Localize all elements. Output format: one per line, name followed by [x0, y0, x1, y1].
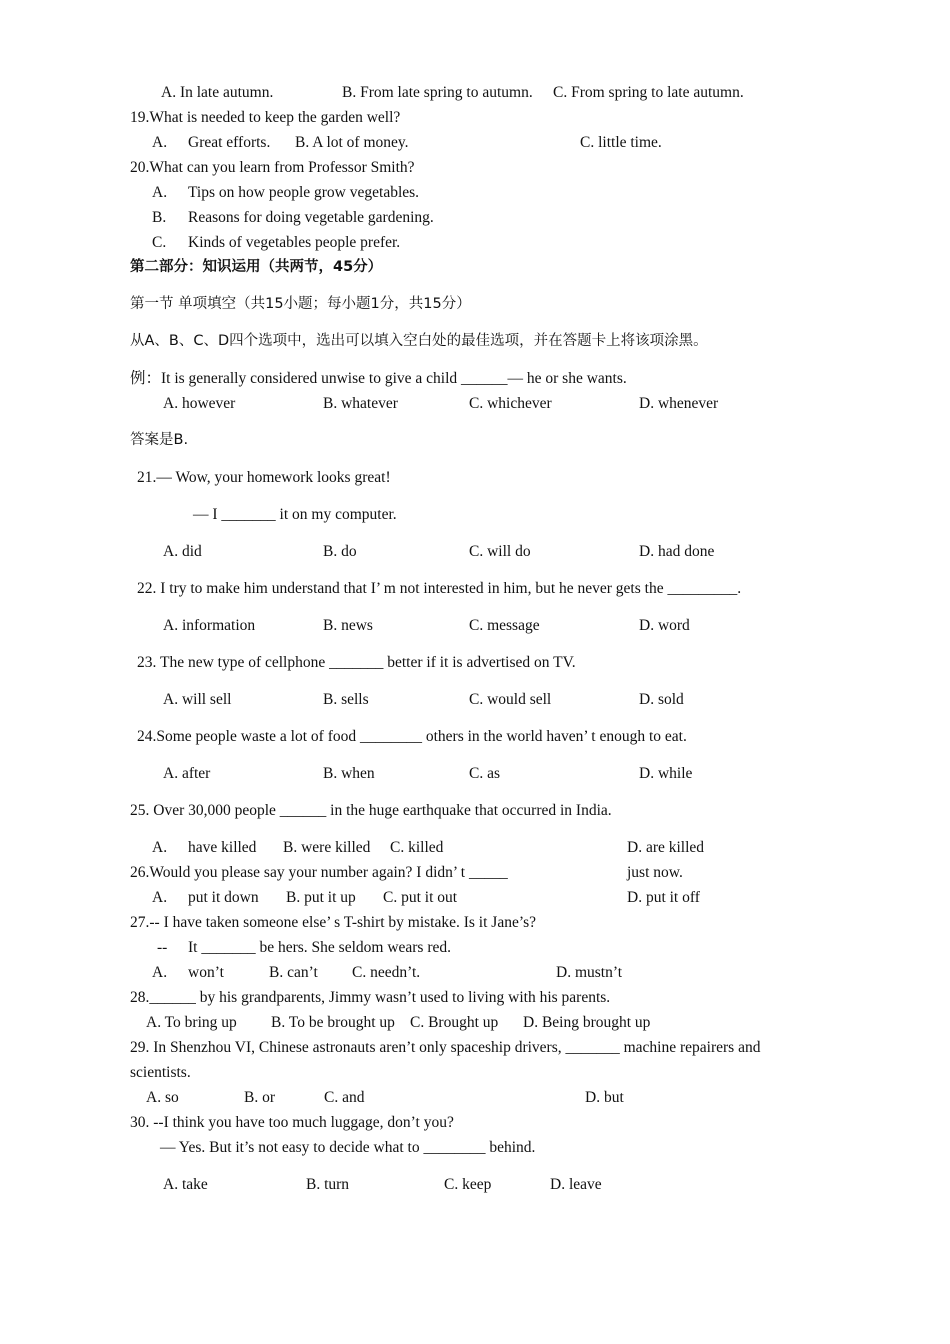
q30-option-b: B. turn	[306, 1176, 350, 1193]
q29-option-a: A. so	[146, 1089, 179, 1106]
q22-option-a: A. information	[163, 617, 256, 634]
q28-stem: 28.______ by his grandparents, Jimmy wasn’t used to living with his parents.	[130, 989, 611, 1006]
q30-stem: 30. --I think you have too much luggage, don’t you?	[130, 1114, 454, 1131]
q28-option-a: A. To bring up	[146, 1014, 237, 1031]
q30-option-c: C. keep	[444, 1176, 492, 1193]
q25-option-c: C. killed	[390, 839, 444, 856]
q19-option-b: B. A lot of money.	[295, 134, 409, 151]
q20-option-b-letter: B.	[152, 209, 167, 226]
q21-option-b: B. do	[323, 543, 357, 560]
q22-option-d: D. word	[639, 617, 690, 634]
q26-option-a-letter: A.	[152, 889, 168, 906]
q27-option-a: won’t	[188, 964, 224, 981]
q26-stem: 26.Would you please say your number again? I didn’ t _____	[130, 864, 508, 881]
q30-option-d: D. leave	[550, 1176, 602, 1193]
q20-option-c-letter: C.	[152, 234, 167, 251]
q29-stem-line2: scientists.	[130, 1064, 191, 1081]
q27-option-a-letter: A.	[152, 964, 168, 981]
q25-option-d: D. are killed	[627, 839, 705, 856]
q21-option-a: A. did	[163, 543, 202, 560]
q19-stem: 19.What is needed to keep the garden well?	[130, 109, 401, 126]
q21-stem: 21.— Wow, your homework looks great!	[137, 469, 391, 486]
example-stem: 例：It is generally considered unwise to give a child ______— he or she wants.	[130, 370, 627, 387]
q20-option-b: Reasons for doing vegetable gardening.	[188, 209, 434, 226]
part2-heading: 第二部分：知识运用（共两节，45分）	[130, 259, 383, 275]
q18-option-a: A. In late autumn.	[161, 84, 274, 101]
q20-option-c: Kinds of vegetables people prefer.	[188, 234, 401, 251]
example-option-a: A. however	[163, 395, 236, 412]
q28-option-d: D. Being brought up	[523, 1014, 651, 1031]
q19-option-c: C. little time.	[580, 134, 662, 151]
q29-option-d: D. but	[585, 1089, 624, 1106]
q23-option-a: A. will sell	[163, 691, 232, 708]
q27-reply: It _______ be hers. She seldom wears red.	[188, 939, 452, 956]
q26-option-a: put it down	[188, 889, 259, 906]
q20-option-a-letter: A.	[152, 184, 168, 201]
q24-option-a: A. after	[163, 765, 211, 782]
q28-option-b: B. To be brought up	[271, 1014, 395, 1031]
q30-option-a: A. take	[163, 1176, 208, 1193]
q26-stem-end: just now.	[627, 864, 683, 881]
q27-option-b: B. can’t	[269, 964, 318, 981]
q27-option-d: D. mustn’t	[556, 964, 623, 981]
q30-reply: — Yes. But it’s not easy to decide what to ________ behind.	[160, 1139, 536, 1156]
q22-stem: 22. I try to make him understand that I’ m not interested in him, but he never gets the _________.	[137, 580, 742, 597]
section1-instruction: 从A、B、C、D四个选项中，选出可以填入空白处的最佳选项，并在答题卡上将该项涂黑。	[130, 333, 708, 349]
section1-heading: 第一节 单项填空（共15小题；每小题1分，共15分）	[130, 296, 471, 312]
q19-option-a-letter: A.	[152, 134, 168, 151]
q27-option-c: C. needn’t.	[352, 964, 421, 981]
q18-option-b: B. From late spring to autumn.	[342, 84, 533, 101]
q22-option-c: C. message	[469, 617, 540, 634]
q23-option-b: B. sells	[323, 691, 369, 708]
q27-stem: 27.-- I have taken someone else’ s T-shirt by mistake. Is it Jane’s?	[130, 914, 537, 931]
q21-option-d: D. had done	[639, 543, 715, 560]
q18-option-c: C. From spring to late autumn.	[553, 84, 744, 101]
q20-option-a: Tips on how people grow vegetables.	[188, 184, 420, 201]
example-option-d: D. whenever	[639, 395, 719, 412]
example-option-c: C. whichever	[469, 395, 552, 412]
q24-option-c: C. as	[469, 765, 500, 782]
q26-option-b: B. put it up	[286, 889, 356, 906]
q24-option-d: D. while	[639, 765, 693, 782]
q25-option-b: B. were killed	[283, 839, 371, 856]
example-option-b: B. whatever	[323, 395, 398, 412]
q27-reply-dash: --	[157, 939, 168, 956]
q29-option-b: B. or	[244, 1089, 275, 1106]
q19-option-a: Great efforts.	[188, 134, 271, 151]
q24-option-b: B. when	[323, 765, 375, 782]
q21-reply: — I _______ it on my computer.	[193, 506, 397, 523]
q22-option-b: B. news	[323, 617, 373, 634]
q29-option-c: C. and	[324, 1089, 365, 1106]
q20-stem: 20.What can you learn from Professor Smith?	[130, 159, 415, 176]
q25-option-a-letter: A.	[152, 839, 168, 856]
q28-option-c: C. Brought up	[410, 1014, 499, 1031]
q23-option-c: C. would sell	[469, 691, 552, 708]
q25-stem: 25. Over 30,000 people ______ in the huge earthquake that occurred in India.	[130, 802, 612, 819]
q23-stem: 23. The new type of cellphone _______ better if it is advertised on TV.	[137, 654, 576, 671]
example-answer: 答案是B.	[130, 432, 189, 448]
q23-option-d: D. sold	[639, 691, 684, 708]
q25-option-a: have killed	[188, 839, 257, 856]
q26-option-d: D. put it off	[627, 889, 700, 906]
q29-stem-line1: 29. In Shenzhou VI, Chinese astronauts aren’t only spaceship drivers, _______ machine repairers and	[130, 1039, 761, 1056]
q21-option-c: C. will do	[469, 543, 531, 560]
q26-option-c: C. put it out	[383, 889, 458, 906]
q24-stem: 24.Some people waste a lot of food ________ others in the world haven’ t enough to eat.	[137, 728, 687, 745]
